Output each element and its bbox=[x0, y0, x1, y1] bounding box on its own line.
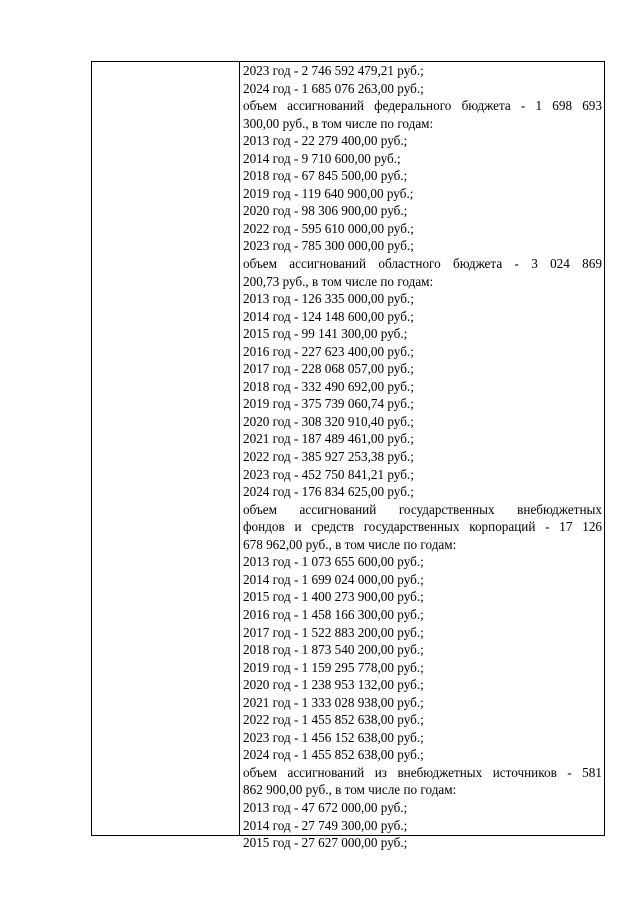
word: 693 bbox=[582, 98, 602, 114]
text-line: 2018 год - 1 873 540 200,00 руб.; bbox=[243, 642, 424, 658]
text-line bbox=[243, 255, 602, 273]
text-line: 2023 год - 785 300 000,00 руб.; bbox=[243, 238, 414, 254]
word: ассигнований bbox=[289, 256, 367, 272]
text-line: 300,00 руб., в том числе по годам: bbox=[243, 115, 434, 131]
text-line: 2020 год - 1 238 953 132,00 руб.; bbox=[243, 677, 424, 693]
text-line: 2024 год - 1 685 076 263,00 руб.; bbox=[243, 80, 424, 96]
text-line: 2016 год - 1 458 166 300,00 руб.; bbox=[243, 606, 424, 622]
word: объем bbox=[243, 764, 277, 780]
text-line: 2019 год - 119 640 900,00 руб.; bbox=[243, 185, 414, 201]
table-left-cell bbox=[92, 62, 240, 835]
text-line: 678 962,00 руб., в том числе по годам: bbox=[243, 536, 457, 552]
word: областного bbox=[378, 256, 441, 272]
word: - bbox=[545, 519, 550, 535]
word: 126 bbox=[582, 519, 602, 535]
text-line: 2015 год - 1 400 273 900,00 руб.; bbox=[243, 589, 424, 605]
text-line: 2017 год - 228 068 057,00 руб.; bbox=[243, 361, 414, 377]
word: внебюджетных bbox=[517, 501, 602, 517]
word: государственных bbox=[363, 519, 460, 535]
text-line bbox=[243, 97, 602, 115]
text-line: 200,73 руб., в том числе по годам: bbox=[243, 273, 434, 289]
text-line: 2014 год - 27 749 300,00 руб.; bbox=[243, 817, 408, 833]
word: государственных bbox=[398, 501, 495, 517]
word: 1 bbox=[535, 98, 543, 114]
text-line bbox=[243, 764, 602, 782]
word: и bbox=[294, 519, 302, 535]
word: из bbox=[374, 764, 387, 780]
word: объем bbox=[243, 256, 277, 272]
text-line: 2021 год - 187 489 461,00 руб.; bbox=[243, 431, 414, 447]
word: бюджета bbox=[453, 256, 503, 272]
text-line: 2013 год - 22 279 400,00 руб.; bbox=[243, 133, 408, 149]
word: ассигнований bbox=[299, 501, 377, 517]
word: 3 bbox=[531, 256, 538, 272]
word: - bbox=[520, 98, 526, 114]
word: - bbox=[567, 764, 572, 780]
word: внебюджетных bbox=[397, 764, 483, 780]
text-line: 2016 год - 227 623 400,00 руб.; bbox=[243, 343, 414, 359]
text-line: 2014 год - 1 699 024 000,00 руб.; bbox=[243, 571, 424, 587]
text-line: 2013 год - 1 073 655 600,00 руб.; bbox=[243, 554, 424, 570]
text-line bbox=[243, 518, 602, 536]
text-line: 2018 год - 67 845 500,00 руб.; bbox=[243, 168, 408, 184]
word: средств bbox=[311, 519, 354, 535]
text-line: 2020 год - 308 320 910,40 руб.; bbox=[243, 413, 414, 429]
word: 024 bbox=[550, 256, 570, 272]
word: ассигнований bbox=[287, 764, 365, 780]
text-line: 2014 год - 9 710 600,00 руб.; bbox=[243, 150, 401, 166]
text-line: 2018 год - 332 490 692,00 руб.; bbox=[243, 378, 414, 394]
table-right-cell bbox=[241, 62, 604, 851]
text-line: 2023 год - 1 456 152 638,00 руб.; bbox=[243, 729, 424, 745]
text-line: 2020 год - 98 306 900,00 руб.; bbox=[243, 203, 408, 219]
word: ассигнований bbox=[287, 98, 364, 114]
word: корпораций bbox=[469, 519, 536, 535]
word: 698 bbox=[552, 98, 573, 114]
word: фондов bbox=[243, 519, 285, 535]
text-line: 2019 год - 1 159 295 778,00 руб.; bbox=[243, 659, 424, 675]
text-line: 2022 год - 595 610 000,00 руб.; bbox=[243, 220, 414, 236]
funding-table bbox=[91, 61, 605, 851]
word: источников bbox=[492, 764, 557, 780]
text-line: 2024 год - 1 455 852 638,00 руб.; bbox=[243, 747, 424, 763]
text-line: 2017 год - 1 522 883 200,00 руб.; bbox=[243, 624, 424, 640]
text-line: 2013 год - 126 335 000,00 руб.; bbox=[243, 291, 414, 307]
text-line: 862 900,00 руб., в том числе по годам: bbox=[243, 782, 457, 798]
text-line: 2014 год - 124 148 600,00 руб.; bbox=[243, 308, 414, 324]
text-line: 2024 год - 176 834 625,00 руб.; bbox=[243, 484, 414, 500]
text-line: 2015 год - 99 141 300,00 руб.; bbox=[243, 326, 408, 342]
word: 581 bbox=[582, 764, 602, 780]
word: 17 bbox=[559, 519, 573, 535]
text-line: 2023 год - 2 746 592 479,21 руб.; bbox=[243, 63, 424, 78]
word: федерального bbox=[374, 98, 452, 114]
word: - bbox=[514, 256, 519, 272]
text-line bbox=[243, 501, 602, 519]
text-line: 2021 год - 1 333 028 938,00 руб.; bbox=[243, 694, 424, 710]
word: объем bbox=[243, 98, 277, 114]
text-line: 2023 год - 452 750 841,21 руб.; bbox=[243, 466, 414, 482]
text-line: 2015 год - 27 627 000,00 руб.; bbox=[243, 835, 408, 851]
text-line: 2019 год - 375 739 060,74 руб.; bbox=[243, 396, 414, 412]
word: 869 bbox=[582, 256, 602, 272]
word: объем bbox=[243, 501, 277, 517]
text-line: 2022 год - 385 927 253,38 руб.; bbox=[243, 449, 414, 465]
text-line: 2013 год - 47 672 000,00 руб.; bbox=[243, 799, 408, 815]
text-line: 2022 год - 1 455 852 638,00 руб.; bbox=[243, 712, 424, 728]
word: бюджета bbox=[461, 98, 511, 114]
